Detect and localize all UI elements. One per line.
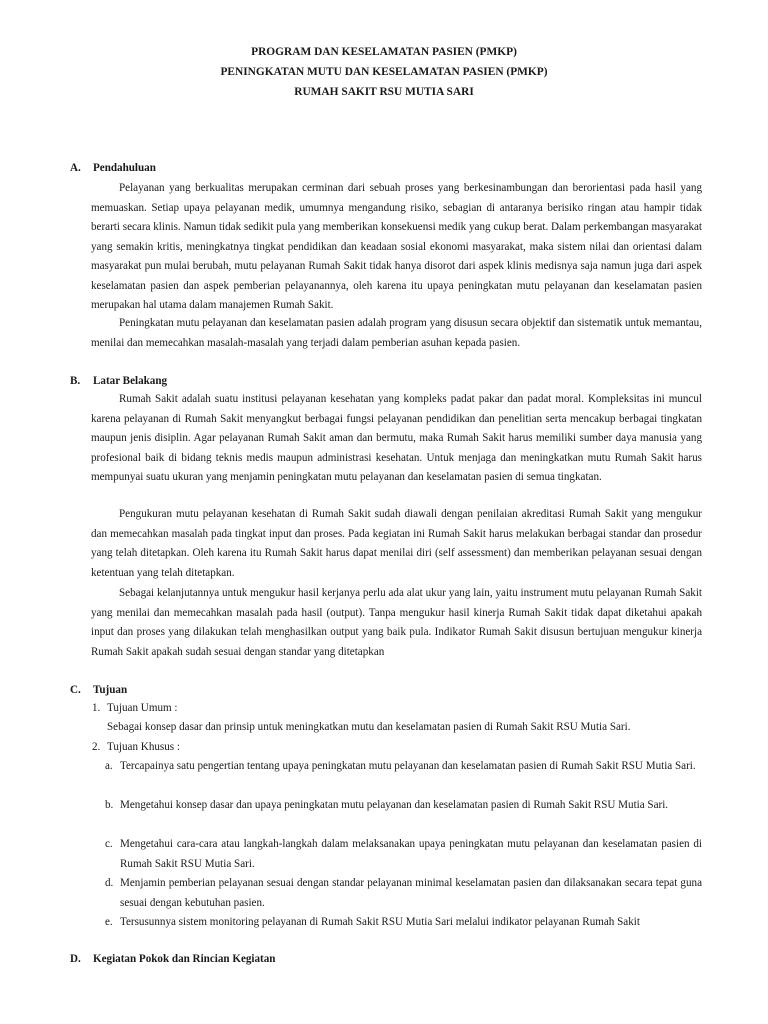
section-a-paragraph-1 (91, 179, 702, 316)
section-a-title: Pendahuluan (93, 162, 156, 174)
section-d-letter: D. (70, 953, 81, 965)
goal-2-item-b-letter: b. (105, 799, 114, 811)
goal-1-title: Tujuan Umum : (107, 702, 178, 714)
goal-2-item-b-text: Mengetahui konsep dasar dan upaya peningkatan mutu pelayanan dan keselamatan pasien di Rumah Sakit RSU Mutia Sari. (120, 799, 669, 811)
section-d-title: Kegiatan Pokok dan Rincian Kegiatan (93, 953, 276, 965)
goal-2-item-d-letter: d. (105, 877, 114, 889)
section-b-paragraph-3-text: Sebagai kelanjutannya untuk mengukur hasil kerjanya perlu ada alat ukur yang lain, yaitu instrument mutu pelayanan Rumah Sakit yang menilai dan memecahkan masalah pada hasil (output). Tanpa mengukur hasil kinerja Rumah Sakit tidak dapat diketahui apakah input dan proses yang dilakukan telah menghasilkan output yang baik pula. Indikator Rumah Sakit disusun bertujuan mengukur kinerja Rumah Sakit apakah sudah sesuai dengan standar yang ditetapkan (91, 587, 702, 658)
goal-2-item-e-letter: e. (105, 916, 113, 928)
goal-2-item-a-letter: a. (105, 760, 113, 772)
section-b-letter: B. (70, 375, 81, 387)
goal-2-number: 2. (92, 741, 101, 753)
goal-1-number: 1. (92, 702, 101, 714)
doc-title-line-2: PENINGKATAN MUTU DAN KESELAMATAN PASIEN (PMKP) (220, 66, 548, 78)
section-b-paragraph-2-text: Pengukuran mutu pelayanan kesehatan di Rumah Sakit sudah diawali dengan penilaian akreditasi Rumah Sakit yang mengukur dan memecahkan masalah pada tingkat input dan proses. Pada kegiatan ini Rumah Sakit harus melakukan berbagai standar dan prosedur yang telah ditetapkan. Oleh karena itu Rumah Sakit harus dapat menilai diri (self assessment) dan memberikan pelayanan sesuai dengan ketentuan yang telah ditetapkan. (91, 508, 702, 579)
doc-title-line-3: RUMAH SAKIT RSU MUTIA SARI (294, 86, 474, 98)
section-b-title: Latar Belakang (93, 375, 168, 387)
section-a-paragraph-1-text: Pelayanan yang berkualitas merupakan cerminan dari sebuah proses yang berkesinambungan dan berorientasi pada hasil yang memuaskan. Setiap upaya pelayanan medik, umumnya mengandung risiko, sebagian di antaranya berisiko ringan atau hampir tidak berarti secara klinis. Namun tidak sedikit pula yang memberikan konsekuensi medik yang cukup berat. Dalam perkembangan masyarakat yang semakin kritis, meningkatnya tingkat pendidikan dan keadaan sosial ekonomi masyarakat, maka sistem nilai dan orientasi dalam masyarakat pun mulai berubah, mutu pelayanan Rumah Sakit tidak hanya disorot dari aspek klinis medisnya saja namun juga dari aspek keselamatan pasien dan aspek pemberian pelayanannya, oleh karena itu upaya peningkatan mutu pelayanan dan keselamatan pasien merupakan hal utama dalam manajemen Rumah Sakit. (91, 182, 702, 311)
section-b-paragraph-1-text: Rumah Sakit adalah suatu institusi pelayanan kesehatan yang kompleks padat pakar dan padat moral. Kompleksitas ini muncul karena pelayanan di Rumah Sakit menyangkut berbagai fungsi pelayanan pendidikan dan penelitian serta mencakup berbagai tingkatan maupun jenis disiplin. Agar pelayanan Rumah Sakit aman dan bermutu, maka Rumah Sakit harus memiliki sumber daya manusia yang profesional baik di bidang teknis medis maupun administrasi kesehatan. Untuk menjaga dan meningkatkan mutu Rumah Sakit harus mempunyai suatu ukuran yang menjamin peningkatan mutu pelayanan dan keselamatan pasien di semua tingkatan. (91, 393, 702, 483)
section-a-paragraph-2-text: Peningkatan mutu pelayanan dan keselamatan pasien adalah program yang disusun secara objektif dan sistematik untuk memantau, menilai dan memecahkan masalah-masalah yang terjadi dalam pemberian asuhan kepada pasien. (91, 317, 702, 349)
section-a-paragraph-2 (91, 314, 702, 353)
goal-1-body: Sebagai konsep dasar dan prinsip untuk meningkatkan mutu dan keselamatan pasien di Rumah Sakit RSU Mutia Sari. (107, 721, 631, 733)
goal-2-item-c-letter: c. (105, 838, 113, 850)
section-b-paragraph-1 (91, 390, 702, 488)
section-c-title: Tujuan (93, 684, 128, 696)
goal-2-item-c-text: Mengetahui cara-cara atau langkah-langkah dalam melaksanakan upaya peningkatan mutu pelayanan dan keselamatan pasien di Rumah Sakit RSU Mutia Sari. (120, 838, 702, 870)
goal-2-title: Tujuan Khusus : (107, 741, 180, 753)
section-b-paragraph-2 (91, 505, 702, 583)
doc-title-line-1: PROGRAM DAN KESELAMATAN PASIEN (PMKP) (251, 46, 517, 58)
goal-2-item-e-text: Tersusunnya sistem monitoring pelayanan di Rumah Sakit RSU Mutia Sari melalui indikator pelayanan Rumah Sakit (120, 916, 640, 928)
goal-2-item-d-text: Menjamin pemberian pelayanan sesuai dengan standar pelayanan minimal keselamatan pasien dan dilaksanakan secara tepat guna sesuai dengan kebutuhan pasien. (120, 877, 702, 909)
section-b-paragraph-3 (91, 584, 702, 662)
section-a-letter: A. (70, 162, 81, 174)
goal-2-item-a-text: Tercapainya satu pengertian tentang upaya peningkatan mutu pelayanan dan keselamatan pasien di Rumah Sakit RSU Mutia Sari. (120, 760, 696, 772)
section-c-letter: C. (70, 684, 81, 696)
